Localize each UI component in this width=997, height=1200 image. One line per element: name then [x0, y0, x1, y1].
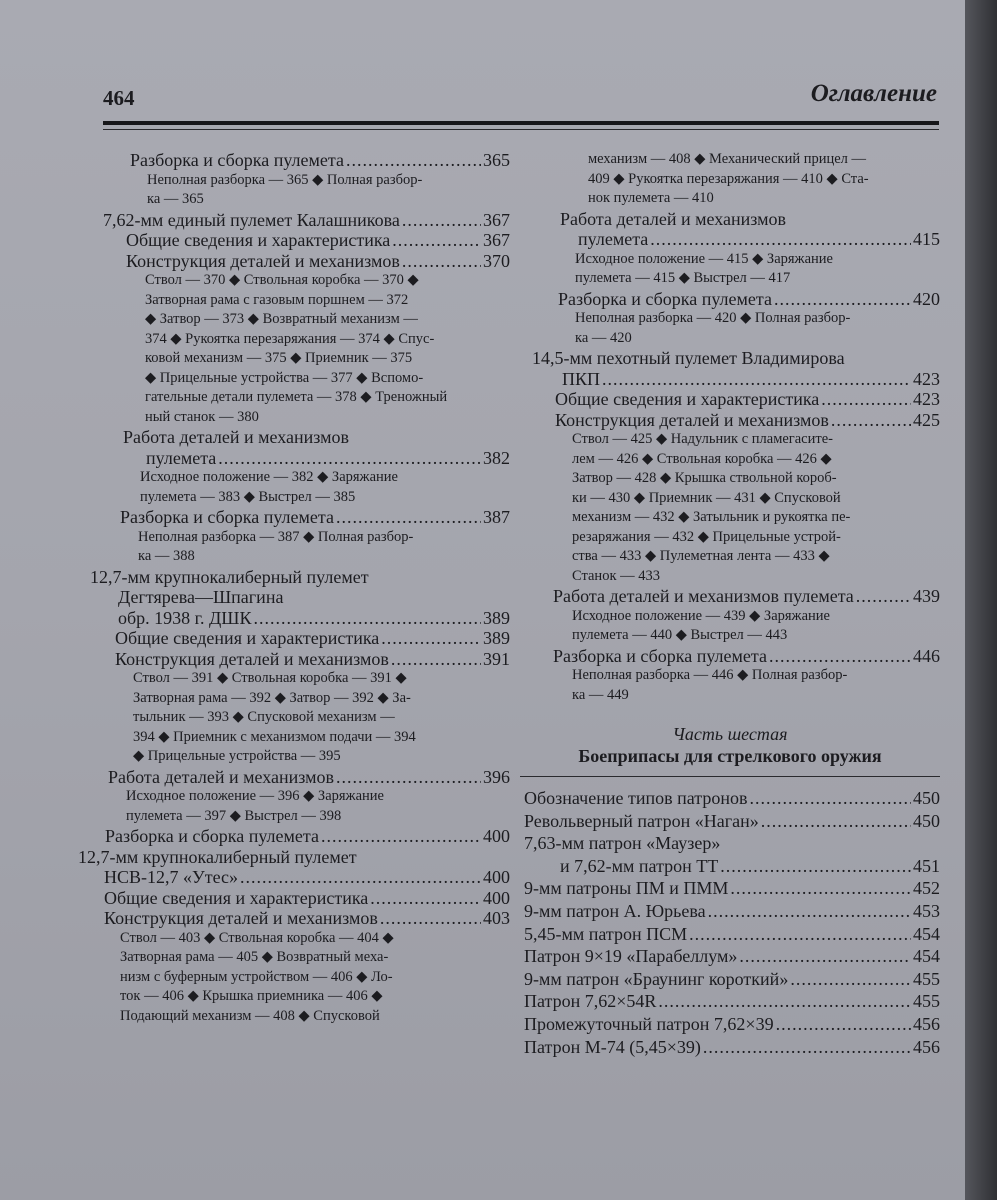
toc-entry: Дегтярева—Шпагина — [118, 587, 284, 607]
toc-page-number: 403 — [483, 908, 510, 928]
toc-entry-title: 9-мм патрон А. Юрьева — [524, 900, 706, 921]
toc-page-number: 420 — [913, 288, 940, 309]
toc-entry — [520, 810, 940, 833]
dot-leader — [381, 628, 481, 649]
toc-entry — [520, 945, 940, 968]
dot-leader — [218, 448, 481, 469]
toc-subentry: механизм — 432 ◆ Затыльник и рукоятка пе- — [572, 509, 851, 525]
toc-entry — [520, 1036, 940, 1059]
toc-entry-title: Конструкция деталей и механизмов — [126, 250, 400, 271]
toc-entry — [68, 867, 510, 888]
dot-leader — [402, 210, 481, 231]
toc-page-number: 400 — [483, 867, 510, 887]
toc-entry — [68, 230, 510, 251]
dot-leader — [370, 888, 481, 909]
toc-entry — [520, 923, 940, 946]
toc-entry — [520, 855, 940, 878]
toc-entry-title: Патрон 7,62×54R — [524, 991, 657, 1012]
toc-entry — [520, 787, 940, 810]
toc-entry — [520, 229, 940, 250]
toc-subentry: Затворная рама — 392 ◆ Затвор — 392 ◆ За- — [133, 689, 411, 706]
dot-leader — [391, 649, 481, 670]
toc-entry — [520, 389, 940, 410]
toc-subentry: 374 ◆ Рукоятка перезаряжания — 374 ◆ Спус- — [145, 330, 435, 347]
dot-leader — [708, 900, 911, 923]
toc-subentry: лем — 426 ◆ Ствольная коробка — 426 ◆ — [572, 450, 832, 467]
toc-subentry: ◆ Прицельные устройства — 395 — [133, 748, 341, 764]
toc-entry — [68, 628, 510, 649]
toc-subentry: ства — 433 ◆ Пулеметная лента — 433 ◆ — [572, 548, 830, 564]
toc-entry — [520, 410, 940, 431]
toc-entry-title: 9-мм патрон «Браунинг короткий» — [524, 968, 789, 989]
toc-page-number: 456 — [913, 1013, 940, 1034]
toc-subentry: Исходное положение — 439 ◆ Заряжание — [572, 607, 830, 624]
toc-entry-title: обр. 1938 г. ДШК — [118, 607, 252, 628]
toc-page-number: 391 — [483, 648, 510, 669]
toc-subentry: ток — 406 ◆ Крышка приемника — 406 ◆ — [120, 988, 383, 1004]
toc-subentry: пулемета — 415 ◆ Выстрел — 417 — [575, 270, 791, 286]
toc-page-number: 370 — [483, 250, 510, 271]
toc-page-number: 423 — [913, 389, 940, 409]
toc-page-number: 367 — [483, 230, 510, 250]
toc-page-number: 423 — [913, 368, 940, 389]
toc-entry-title: Револьверный патрон «Наган» — [524, 810, 759, 831]
toc-page-number: 425 — [913, 409, 940, 430]
toc-entry-title: Разборка и сборка пулемета — [553, 645, 767, 666]
dot-leader — [402, 251, 481, 272]
dot-leader — [856, 586, 911, 607]
toc-page-number: 451 — [913, 855, 940, 876]
dot-leader — [703, 1036, 911, 1059]
toc-entry-title: Конструкция деталей и механизмов — [104, 908, 378, 928]
toc-column-right — [520, 150, 940, 1058]
toc-entry-title: Работа деталей и механизмов — [108, 766, 335, 787]
toc-entry — [68, 826, 510, 847]
part-separator — [520, 776, 940, 777]
toc-page-number: 382 — [483, 447, 510, 468]
toc-entry — [68, 888, 510, 909]
toc-subentry: Неполная разборка — 420 ◆ Полная разбор- — [575, 310, 851, 326]
dot-leader — [336, 767, 481, 788]
toc-entry-title: Разборка и сборка пулемета — [105, 826, 319, 846]
dot-leader — [730, 877, 911, 900]
dot-leader — [831, 410, 911, 431]
dot-leader — [658, 990, 911, 1013]
toc-column-left — [68, 150, 510, 1026]
toc-page-number: 367 — [483, 209, 510, 230]
toc-entry-title: Разборка и сборка пулемета — [130, 150, 344, 170]
toc-page-number: 415 — [913, 229, 940, 249]
dot-leader — [380, 908, 481, 929]
toc-entry — [68, 507, 510, 528]
toc-page-number: 446 — [913, 645, 940, 666]
toc-page-number: 400 — [483, 826, 510, 846]
toc-page-number: 365 — [483, 150, 510, 170]
toc-page-number: 453 — [913, 900, 940, 921]
toc-entry-title: Обозначение типов патронов — [524, 788, 748, 808]
dot-leader — [689, 923, 911, 946]
toc-page-number: 455 — [913, 991, 940, 1012]
toc-page-number: 454 — [913, 946, 940, 967]
toc-subentry: Неполная разборка — 365 ◆ Полная разбор- — [147, 171, 423, 188]
toc-entry: Работа деталей и механизмов — [123, 427, 350, 447]
toc-subentry: 409 ◆ Рукоятка перезаряжания — 410 ◆ Ста- — [588, 170, 869, 187]
toc-entry: Работа деталей и механизмов — [560, 208, 787, 229]
toc-page-number: 389 — [483, 607, 510, 628]
toc-subentry: пулемета — 397 ◆ Выстрел — 398 — [126, 807, 342, 824]
dot-leader — [602, 369, 911, 390]
toc-entry — [68, 251, 510, 272]
toc-entry-title: Работа деталей и механизмов пулемета — [553, 586, 854, 606]
toc-page-number: 396 — [483, 766, 510, 787]
toc-subentry: ный станок — 380 — [145, 408, 259, 425]
toc-entry-title: 5,45-мм патрон ПСМ — [524, 923, 688, 944]
toc-entry-title: Патрон М-74 (5,45×39) — [524, 1036, 701, 1057]
toc-entry: 14,5-мм пехотный пулемет Владимирова — [532, 348, 845, 368]
toc-subentry: Ствол — 403 ◆ Ствольная коробка — 404 ◆ — [120, 929, 394, 946]
toc-subentry: тыльник — 393 ◆ Спусковой механизм — — [133, 709, 395, 725]
toc-entry-title: и 7,62-мм патрон ТТ — [560, 855, 719, 876]
toc-entry — [520, 900, 940, 923]
toc-page-number: 452 — [913, 878, 940, 899]
toc-entry — [68, 210, 510, 231]
page-number: 464 — [103, 86, 135, 110]
toc-subentry: Ствол — 391 ◆ Ствольная коробка — 391 ◆ — [133, 670, 407, 686]
toc-entry — [68, 649, 510, 670]
toc-entry-title: Разборка и сборка пулемета — [558, 288, 772, 309]
toc-entry-title: Конструкция деталей и механизмов — [115, 648, 389, 669]
toc-subentry: ка — 420 — [575, 329, 632, 346]
dot-leader — [321, 826, 481, 847]
dot-leader — [650, 229, 911, 250]
toc-entry-title: Конструкция деталей и механизмов — [555, 409, 829, 430]
toc-subentry: 394 ◆ Приемник с механизмом подачи — 394 — [133, 728, 416, 745]
toc-entry — [520, 369, 940, 390]
toc-entry — [520, 1013, 940, 1036]
toc-subentry: Исходное положение — 415 ◆ Заряжание — [575, 250, 833, 267]
toc-entry — [68, 608, 510, 629]
toc-entry-title: 9-мм патроны ПМ и ПММ — [524, 878, 729, 899]
header-rule — [103, 121, 939, 125]
toc-entry — [520, 586, 940, 607]
toc-entry-title: Общие сведения и характеристика — [555, 389, 820, 409]
toc-subentry: механизм — 408 ◆ Механический прицел — — [588, 151, 867, 167]
toc-entry-title: ПКП — [562, 368, 601, 389]
toc-entry-title: Общие сведения и характеристика — [126, 230, 391, 250]
dot-leader — [749, 787, 911, 810]
toc-subentry: резаряжания — 432 ◆ Прицельные устрой- — [572, 528, 841, 545]
toc-subentry: ки — 430 ◆ Приемник — 431 ◆ Спусковой — [572, 489, 841, 506]
toc-page-number: 456 — [913, 1036, 940, 1057]
toc-subentry: Неполная разборка — 446 ◆ Полная разбор- — [572, 667, 848, 683]
toc-subentry: Исходное положение — 382 ◆ Заряжание — [140, 469, 398, 485]
running-title: Оглавление — [810, 80, 937, 107]
dot-leader — [769, 646, 911, 667]
toc-page-number: 387 — [483, 507, 510, 527]
toc-entry — [520, 877, 940, 900]
toc-entry-title: Патрон 9×19 «Парабеллум» — [524, 946, 738, 967]
toc-page-number: 450 — [913, 788, 940, 808]
toc-page-number: 454 — [913, 923, 940, 944]
toc-page-number: 400 — [483, 887, 510, 908]
toc-subentry: Станок — 433 — [572, 567, 660, 584]
toc-entry-title: пулемета — [146, 447, 217, 468]
dot-leader — [346, 150, 481, 171]
toc-subentry: нок пулемета — 410 — [588, 190, 714, 206]
dot-leader — [392, 230, 481, 251]
toc-subentry: пулемета — 440 ◆ Выстрел — 443 — [572, 627, 788, 643]
toc-entry-title: Промежуточный патрон 7,62×39 — [524, 1013, 774, 1034]
dot-leader — [774, 289, 911, 310]
toc-entry-title: 7,63-мм патрон «Маузер» — [524, 833, 721, 854]
toc-page-number: 450 — [913, 810, 940, 831]
header-rule-thin — [103, 129, 939, 130]
toc-entry — [520, 990, 940, 1013]
toc-page-number: 455 — [913, 968, 940, 989]
dot-leader — [739, 945, 911, 968]
toc-right-entries — [520, 150, 940, 705]
toc-entry-title: пулемета — [578, 229, 649, 249]
toc-subentry: Ствол — 370 ◆ Ствольная коробка — 370 ◆ — [145, 272, 419, 288]
toc-entry — [68, 448, 510, 469]
dot-leader — [240, 867, 481, 888]
dot-leader — [253, 608, 481, 629]
toc-subentry: Ствол — 425 ◆ Надульник с пламегасите- — [572, 431, 833, 447]
toc-page-number: 389 — [483, 628, 510, 648]
toc-entry — [68, 767, 510, 788]
toc-entry-title: Общие сведения и характеристика — [104, 887, 369, 908]
dot-leader — [821, 389, 911, 410]
toc-entry-title: Разборка и сборка пулемета — [120, 507, 334, 527]
ammo-list — [520, 787, 940, 1058]
toc-entry — [68, 908, 510, 929]
toc-subentry: пулемета — 383 ◆ Выстрел — 385 — [140, 488, 356, 505]
dot-leader — [336, 507, 481, 528]
toc-subentry: ◆ Прицельные устройства — 377 ◆ Вспомо- — [145, 369, 424, 386]
toc-entry — [520, 832, 940, 855]
toc-entry-title: Общие сведения и характеристика — [115, 628, 380, 648]
toc-entry-title: НСВ-12,7 «Утес» — [104, 867, 239, 887]
toc-entry — [520, 968, 940, 991]
toc-subentry: ◆ Затвор — 373 ◆ Возвратный механизм — — [145, 311, 418, 327]
toc-subentry: низм с буферным устройством — 406 ◆ Ло- — [120, 968, 393, 985]
toc-subentry: Исходное положение — 396 ◆ Заряжание — [126, 788, 384, 804]
dot-leader — [790, 968, 911, 991]
dot-leader — [720, 855, 911, 878]
toc-entry: 12,7-мм крупнокалиберный пулемет — [78, 846, 357, 867]
toc-subentry: Подающий механизм — 408 ◆ Спусковой — [120, 1007, 380, 1024]
toc-subentry: ка — 388 — [138, 548, 195, 564]
toc-entry — [68, 150, 510, 171]
toc-subentry: ка — 449 — [572, 686, 629, 703]
toc-subentry: ка — 365 — [147, 191, 204, 207]
toc-subentry: Затвор — 428 ◆ Крышка ствольной короб- — [572, 470, 837, 486]
part-title: Боеприпасы для стрелкового оружия — [578, 746, 882, 766]
toc-subentry: Неполная разборка — 387 ◆ Полная разбор- — [138, 528, 414, 545]
toc-subentry: ковой механизм — 375 ◆ Приемник — 375 — [145, 350, 413, 366]
book-edge-shadow — [965, 0, 997, 1200]
toc-subentry: Затворная рама с газовым поршнем — 372 — [145, 291, 409, 308]
dot-leader — [761, 810, 911, 833]
dot-leader — [776, 1013, 911, 1036]
toc-entry — [520, 646, 940, 667]
toc-subentry: гательные детали пулемета — 378 ◆ Треножный — [145, 389, 448, 405]
toc-entry-title: 7,62-мм единый пулемет Калашникова — [103, 209, 400, 230]
toc-subentry: Затворная рама — 405 ◆ Возвратный меха- — [120, 949, 389, 965]
toc-page-number: 439 — [913, 586, 940, 606]
toc-entry: 12,7-мм крупнокалиберный пулемет — [90, 566, 369, 587]
part-label: Часть шестая — [672, 724, 788, 744]
toc-entry — [520, 289, 940, 310]
